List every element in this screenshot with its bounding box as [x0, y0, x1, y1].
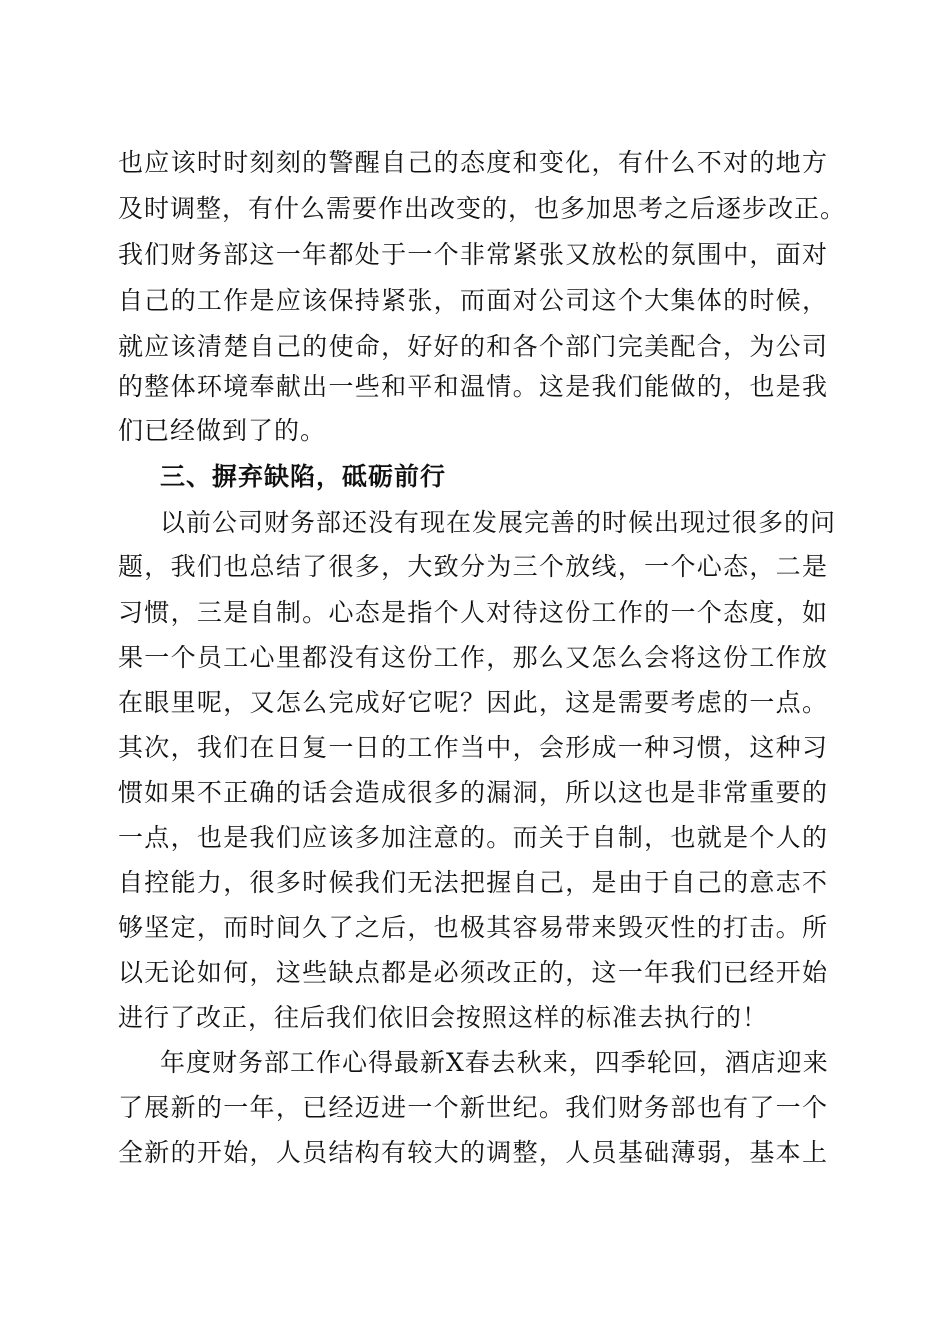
- paragraph-3-line-2: 了展新的一年，已经迈进一个新世纪。我们财务部也有了一个: [118, 1093, 828, 1122]
- paragraph-2-line-3: 习惯，三是自制。心态是指个人对待这份工作的一个态度，如: [118, 598, 828, 627]
- paragraph-2-line-9: 自控能力，很多时候我们无法把握自己，是由于自己的意志不: [118, 868, 828, 897]
- paragraph-1-line-2: 及时调整，有什么需要作出改变的，也多加思考之后逐步改正。: [118, 194, 847, 223]
- paragraph-2-line-1: 以前公司财务部还没有现在发展完善的时候出现过很多的问: [160, 508, 837, 537]
- paragraph-2-line-12: 进行了改正，往后我们依旧会按照这样的标准去执行的！: [118, 1003, 769, 1032]
- paragraph-1-line-5: 就应该清楚自己的使命，好好的和各个部门完美配合，为公司: [118, 332, 828, 361]
- paragraph-2-line-2: 题，我们也总结了很多，大致分为三个放线，一个心态，二是: [118, 552, 828, 581]
- paragraph-2-line-8: 一点，也是我们应该多加注意的。而关于自制，也就是个人的: [118, 823, 828, 852]
- paragraph-2-line-11: 以无论如何，这些缺点都是必须改正的，这一年我们已经开始: [118, 958, 828, 987]
- paragraph-1-line-6: 的整体环境奉献出一些和平和温情。这是我们能做的，也是我: [118, 372, 828, 401]
- paragraph-2-line-5: 在眼里呢，又怎么完成好它呢？因此，这是需要考虑的一点。: [118, 688, 828, 717]
- paragraph-2-line-6: 其次，我们在日复一日的工作当中，会形成一种习惯，这种习: [118, 733, 828, 762]
- paragraph-1-line-7: 们已经做到了的。: [118, 416, 327, 445]
- paragraph-2-line-7: 惯如果不正确的话会造成很多的漏洞，所以这也是非常重要的: [118, 778, 828, 807]
- paragraph-1-line-4: 自己的工作是应该保持紧张，而面对公司这个大集体的时候，: [118, 286, 828, 315]
- paragraph-3-line-1: 年度财务部工作心得最新X春去秋来，四季轮回，酒店迎来: [160, 1048, 829, 1077]
- paragraph-3-line-3: 全新的开始，人员结构有较大的调整，人员基础薄弱，基本上: [118, 1138, 828, 1167]
- paragraph-2-line-10: 够坚定，而时间久了之后，也极其容易带来毁灭性的打击。所: [118, 913, 828, 942]
- paragraph-1-line-3: 我们财务部这一年都处于一个非常紧张又放松的氛围中，面对: [118, 240, 828, 269]
- section-heading: 三、摒弃缺陷，砥砺前行: [160, 462, 447, 491]
- paragraph-1-line-1: 也应该时时刻刻的警醒自己的态度和变化，有什么不对的地方: [118, 148, 828, 177]
- paragraph-2-line-4: 果一个员工心里都没有这份工作，那么又怎么会将这份工作放: [118, 643, 828, 672]
